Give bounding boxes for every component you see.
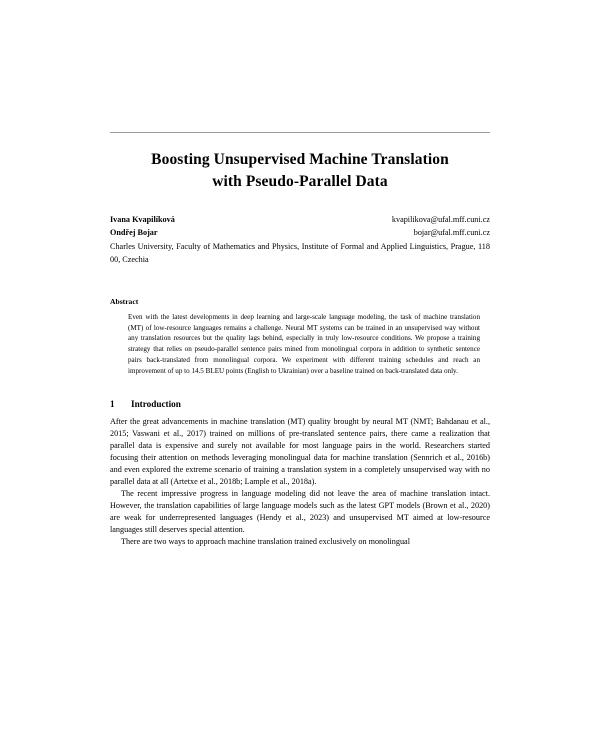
title-line-2: with Pseudo-Parallel Data bbox=[212, 173, 388, 190]
author-email[interactable]: bojar@ufal.mff.cuni.cz bbox=[413, 227, 490, 237]
author-name: Ondřej Bojar bbox=[110, 227, 158, 237]
paper-page bbox=[0, 132, 600, 732]
author-row bbox=[110, 214, 490, 227]
section-body-introduction bbox=[110, 416, 490, 549]
header-divider bbox=[110, 132, 490, 133]
author-row bbox=[110, 227, 490, 240]
section-number: 1 bbox=[110, 398, 115, 409]
abstract-heading: Abstract bbox=[110, 296, 139, 306]
page-title bbox=[110, 149, 490, 193]
author-email[interactable]: kvapilikova@ufal.mff.cuni.cz bbox=[391, 215, 490, 224]
paragraph: After the great advancements in machine translation (MT) quality brought by neural MT (NMT; Bahdanau et al., 2015; Vaswani et al., 2017) trained on millions of pre-translated sentence pairs, there came a realization that parallel data is expensive and surely not available for most language pairs in the world. Researchers started focusing their attention on methods leveraging monolingual data for machine translation (Sennrich et al., 2016b) and even explored the extreme scenario of training a translation system in a completely unsupervised way with no parallel data at all (Artetxe et al., 2018b; Lample et al., 2018a). bbox=[110, 416, 490, 486]
author-affiliation: Charles University, Faculty of Mathematics and Physics, Institute of Formal and Applied Linguistics, Prague, 118 00, Czechia bbox=[110, 242, 490, 265]
title-line-1: Boosting Unsupervised Machine Translation bbox=[151, 151, 449, 168]
abstract-text: Even with the latest developments in deep learning and large-scale language modeling, the task of machine translation (MT) of low-resource languages remains a challenge. Neural MT systems can be trained in an unsupervised way without any translation resources but the quality lags behind, especially in truly low-resource conditions. We propose a training strategy that relies on pseudo-parallel sentence pairs mined from monolingual corpora in addition to synthetic sentence pairs back-translated from monolingual corpora. We experiment with different training schedules and reach an improvement of up to 14.5 BLEU points (English to Ukrainian) over a baseline trained on back-translated data only. bbox=[128, 312, 480, 375]
paragraph: There are two ways to approach machine translation trained exclusively on monolingual bbox=[121, 536, 410, 546]
section-title: Introduction bbox=[131, 398, 181, 409]
paragraph: The recent impressive progress in language modeling did not leave the area of machine translation intact. However, the translation capabilities of large language models such as the latest GPT models (Brown et al., 2020) are weak for underrepresented languages (Hendy et al., 2023) and unsupervised MT aimed at low-resource languages still deserves special attention. bbox=[110, 488, 490, 534]
author-block bbox=[110, 214, 490, 267]
section-heading-introduction bbox=[110, 399, 490, 409]
author-name: Ivana Kvapilíková bbox=[110, 215, 175, 224]
